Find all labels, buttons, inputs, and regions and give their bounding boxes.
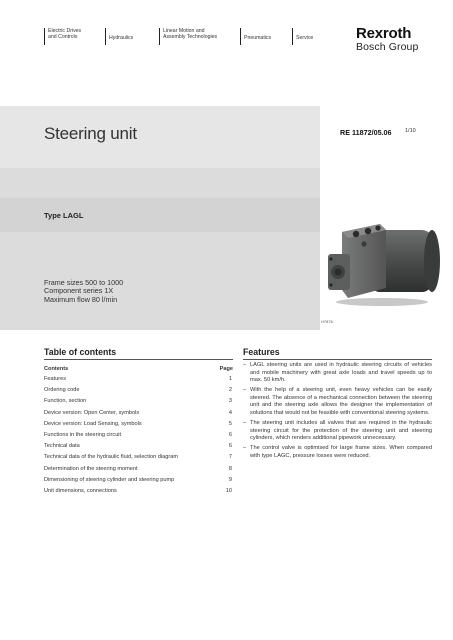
feature-item: – LAGL steering units are used in hydraulic steering circuits of vehicles and mobile machinery with great axle loads and travel speeds up to max. 50 km/h. xyxy=(243,362,432,385)
toc-rule xyxy=(44,359,233,360)
features-title: Features xyxy=(243,347,280,357)
nav-item-linear-motion: Linear Motion and Assembly Technologies xyxy=(159,28,217,45)
toc-row[interactable]: Technical data of the hydraulic fluid, selection diagram 7 xyxy=(44,454,232,461)
product-type: Type LAGL xyxy=(44,211,84,220)
table-of-contents xyxy=(44,366,233,499)
toc-row[interactable]: Determination of the steering moment 8 xyxy=(44,465,232,472)
toc-row[interactable]: Features 1 xyxy=(44,376,232,382)
document-number: RE 11872/05.06 xyxy=(340,128,392,137)
toc-row[interactable]: Unit dimensions, connections 10 xyxy=(44,487,232,494)
toc-row[interactable]: Device version: Open Center, symbols 4 xyxy=(44,409,232,416)
toc-row[interactable]: Functions in the steering circuit 6 xyxy=(44,431,232,438)
page-number: 1/10 xyxy=(405,128,416,134)
brand-name: Rexroth xyxy=(356,25,412,42)
toc-header xyxy=(44,366,233,376)
toc-row[interactable]: Function, section 3 xyxy=(44,398,232,405)
features-rule xyxy=(243,359,432,360)
photo-caption: H7876 xyxy=(321,319,333,324)
toc-row[interactable]: Technical data 6 xyxy=(44,443,232,450)
steering-unit-illustration xyxy=(320,218,440,330)
product-specs xyxy=(44,279,123,304)
toc-title: Table of contents xyxy=(44,347,117,357)
toc-row[interactable]: Dimensioning of steering cylinder and steering pump 9 xyxy=(44,476,232,483)
features-list xyxy=(243,362,432,463)
nav-item-hydraulics: Hydraulics xyxy=(105,28,133,45)
toc-row[interactable]: Ordering code 2 xyxy=(44,387,232,394)
toc-col-contents: Contents xyxy=(44,366,69,372)
nav-item-service: Service xyxy=(292,28,313,45)
spec-max-flow: Maximum flow 80 l/min xyxy=(44,294,118,304)
steering-unit-photo xyxy=(320,218,440,330)
brand-logo xyxy=(356,26,418,53)
feature-item: – The steering unit includes all valves that are required in the hydraulic steering circuit for the protection of the steering unit and steering cylinders, which renders additional pipework unnecessary. xyxy=(243,420,432,443)
spec-component-series: Component series 1X xyxy=(44,286,114,296)
nav-item-electric-drives: Electric Drives and Controls xyxy=(44,28,81,45)
spec-frame-sizes: Frame sizes 500 to 1000 xyxy=(44,278,124,287)
nav-item-pneumatics: Pneumatics xyxy=(240,28,271,45)
brand-group: Bosch Group xyxy=(356,41,419,53)
toc-col-page: Page xyxy=(219,366,233,372)
page-title: Steering unit xyxy=(44,124,137,143)
feature-item: – The control valve is optimised for large frame sizes. When compared with type LAGC, pressure losses were reduced. xyxy=(243,445,432,460)
toc-row[interactable]: Device version: Load Sensing, symbols 5 xyxy=(44,420,232,427)
feature-item: – With the help of a steering unit, even heavy vehicles can be easily steered. The absence of a mechanical connection between the steering unit and the steering axle allows the designer the implementation of solutions that would not be feasible with conventional steering systems. xyxy=(243,387,432,417)
